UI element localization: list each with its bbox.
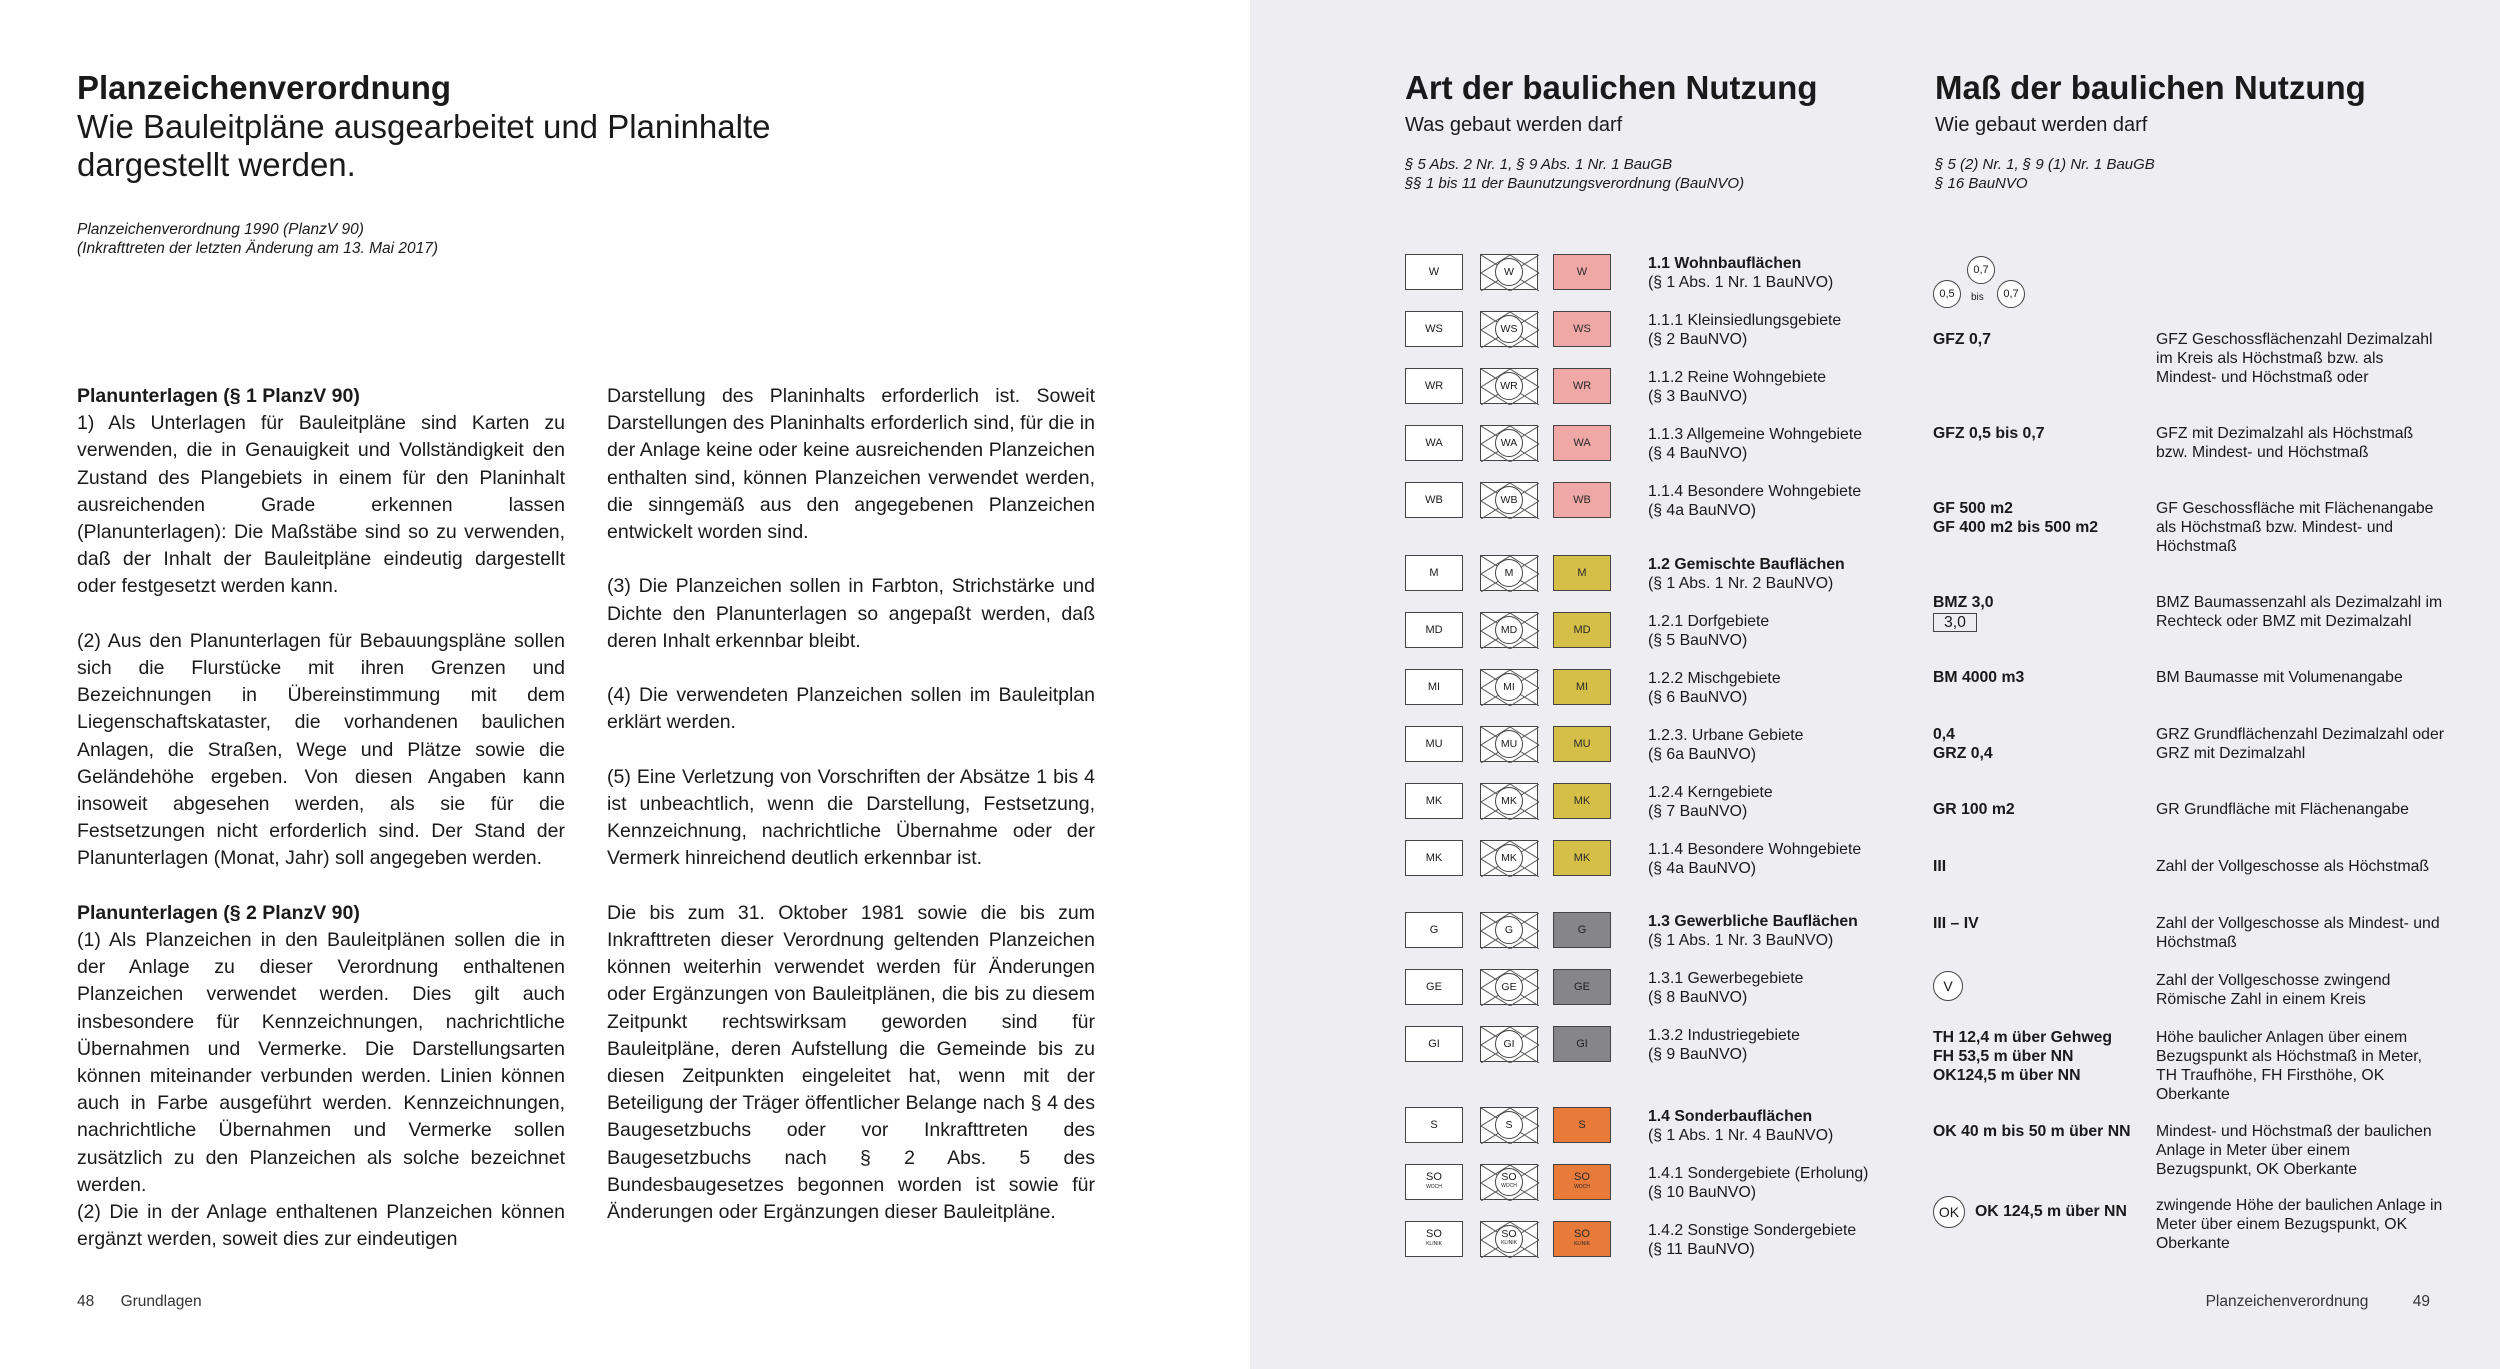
symbol-hatched <box>1480 1221 1538 1257</box>
symbol-hatched <box>1480 783 1538 819</box>
symbol-hatched <box>1480 555 1538 591</box>
art-references <box>1405 155 1744 193</box>
symbol-code: WS <box>1573 323 1591 335</box>
art-row-law: (§ 3 BauNVO) <box>1648 388 1748 405</box>
page-subtitle: Wie Bauleitpläne ausgearbeitet und Planinhalte dargestellt werden. <box>77 108 771 183</box>
bmz-box: 3,0 <box>1933 613 1977 632</box>
art-row-name: 1.4.1 Sondergebiete (Erholung) <box>1648 1165 1869 1182</box>
gfz-min-circle: 0,5 <box>1933 280 1961 308</box>
symbol-code: WA <box>1573 437 1591 449</box>
art-ref-1: § 5 Abs. 2 Nr. 1, § 9 Abs. 1 Nr. 1 BauGB <box>1405 156 1673 173</box>
footer-label: Planzeichenverordnung <box>2205 1293 2369 1310</box>
art-row-text <box>1648 482 1861 520</box>
art-row <box>1405 1221 1925 1261</box>
symbol-color <box>1553 555 1611 591</box>
symbol-color <box>1553 912 1611 948</box>
art-row <box>1405 482 1925 522</box>
art-row-text <box>1648 669 1781 707</box>
symbol-code: W <box>1504 265 1514 278</box>
symbol-color <box>1553 482 1611 518</box>
symbol-outline <box>1405 726 1463 762</box>
mass-description: BMZ Baumassenzahl als Dezimalzahl im Rechteck oder BMZ mit Dezimalzahl <box>2156 594 2443 630</box>
symbol-code: MK <box>1573 852 1591 864</box>
symbol-color <box>1553 368 1611 404</box>
symbol-outline <box>1405 912 1463 948</box>
symbol-circle <box>1495 429 1523 457</box>
art-row-text <box>1648 783 1773 821</box>
mass-description: Zahl der Vollgeschosse zwingend Römische Zahl in einem Kreis <box>2156 972 2391 1008</box>
symbol-circle <box>1495 372 1523 400</box>
art-ref-2: §§ 1 bis 11 der Baunutzungsverordnung (BauNVO) <box>1405 175 1745 192</box>
symbol-outline <box>1405 1221 1463 1257</box>
art-row <box>1405 612 1925 652</box>
symbol-code: MU <box>1425 738 1443 750</box>
vollgeschoss-circle: V <box>1933 971 1963 1001</box>
mass-description: GF Geschossfläche mit Flächenangabe als Höchstmaß bzw. Mindest- und Höchstmaß <box>2156 500 2434 555</box>
art-row-law: (§ 7 BauNVO) <box>1648 803 1748 820</box>
paragraph: Darstellung des Planinhalts erforderlich ist. Soweit Darstellungen des Planinhalts erforderlich sind, für die in der Anlage keine oder keine ausreichenden Planzeichen enthalten sind, können Planzeichen verwendet werden, die sinngemäß aus den angegebenen Planzeichen entwickelt worden sind. <box>607 385 1095 544</box>
symbol-code: WB <box>1500 493 1518 506</box>
paragraph: (1) Als Planzeichen in den Bauleitplänen sollen die in der Anlage zu dieser Verordnung enthaltenen Planzeichen verwendet werden. Dies gilt auch insbesondere für Kennzeichnungen, nachrichtliche Übernahmen und Vermerke. Die Darstellungsarten können miteinander verbunden werden. Linien können auch in Farbe ausgeführt werden. Kennzeichnungen, nachrichtliche Übernahmen und Vermerke sollen zusätzlich zu den Planzeichen als solche bezeichnet werden. <box>77 929 565 1196</box>
art-row <box>1405 840 1925 880</box>
symbol-hatched <box>1480 912 1538 948</box>
symbol-code: MK <box>1425 852 1443 864</box>
symbol-outline <box>1405 425 1463 461</box>
mass-references <box>1935 155 2155 193</box>
footer-right <box>2206 1293 2430 1311</box>
gfz-max-circle: 0,7 <box>1997 280 2025 308</box>
symbol-outline <box>1405 1164 1463 1200</box>
symbol-code: SO <box>1574 1228 1590 1240</box>
art-row <box>1405 1107 1925 1147</box>
art-row-text <box>1648 555 1845 593</box>
symbol-subcode: KLINIK <box>1501 1240 1517 1246</box>
art-row-name: 1.3.2 Industriegebiete <box>1648 1027 1800 1044</box>
mass-label: OK 124,5 m über NN <box>1975 1203 2127 1221</box>
art-row <box>1405 783 1925 823</box>
symbol-code: GI <box>1576 1038 1588 1050</box>
art-row-law: (§ 1 Abs. 1 Nr. 3 BauNVO) <box>1648 932 1834 949</box>
mass-label-cell <box>1933 330 1991 349</box>
footer-left <box>77 1293 202 1311</box>
art-row-law: (§ 11 BauNVO) <box>1648 1241 1755 1258</box>
symbol-code: W <box>1576 266 1588 278</box>
page-title: Planzeichenverordnung <box>77 69 452 106</box>
mass-label-3: OK124,5 m über NN <box>1933 1067 2081 1084</box>
page-number: 49 <box>2412 1293 2430 1310</box>
mass-label-cell <box>1933 1196 2127 1228</box>
symbol-outline <box>1405 612 1463 648</box>
mass-label: BMZ 3,0 <box>1933 594 1994 611</box>
section-heading-2: Planunterlagen (§ 2 PlanzV 90) <box>77 901 360 924</box>
symbol-code: GE <box>1574 981 1590 993</box>
symbol-circle <box>1495 730 1523 758</box>
symbol-code: MU <box>1573 738 1591 750</box>
symbol-circle <box>1495 1111 1523 1139</box>
symbol-code: MK <box>1425 795 1443 807</box>
symbol-code: MK <box>1501 794 1517 807</box>
symbol-circle <box>1495 673 1523 701</box>
art-row-law: (§ 4a BauNVO) <box>1648 502 1756 519</box>
symbol-circle <box>1495 916 1523 944</box>
paragraph: (5) Eine Verletzung von Vorschriften der Absätze 1 bis 4 ist unbeachtlich, wenn die Darstellung, Festsetzung, Kennzeichnung, nachrichtliche Übernahme oder der Vermerk hinreichend deutlich erkennbar ist. <box>607 765 1095 870</box>
symbol-hatched <box>1480 482 1538 518</box>
symbol-code: WA <box>1500 436 1518 449</box>
art-row <box>1405 1164 1925 1204</box>
art-row-name: 1.3 Gewerbliche Bauflächen <box>1648 913 1858 930</box>
symbol-circle <box>1495 258 1523 286</box>
paragraph: (2) Die in der Anlage enthaltenen Planzeichen können ergänzt werden, soweit dies zur eindeutigen <box>77 1201 565 1251</box>
art-row-law: (§ 4 BauNVO) <box>1648 445 1748 462</box>
art-row-name: 1.3.1 Gewerbegebiete <box>1648 970 1804 987</box>
art-row-name: 1.2 Gemischte Bauflächen <box>1648 556 1845 573</box>
symbol-code: WB <box>1573 494 1591 506</box>
symbol-outline <box>1405 969 1463 1005</box>
symbol-color <box>1553 783 1611 819</box>
symbol-code: G <box>1429 924 1439 936</box>
symbol-circle <box>1495 1168 1523 1196</box>
page-number: 48 <box>77 1293 95 1310</box>
footer-label: Grundlagen <box>120 1293 202 1310</box>
symbol-subcode: WOCH <box>1574 1184 1590 1190</box>
symbol-code: GE <box>1501 980 1517 993</box>
art-row <box>1405 969 1925 1009</box>
symbol-color <box>1553 840 1611 876</box>
art-row <box>1405 368 1925 408</box>
art-row-law: (§ 1 Abs. 1 Nr. 2 BauNVO) <box>1648 575 1834 592</box>
mass-label-cell <box>1933 424 2045 443</box>
symbol-code: MD <box>1500 623 1518 636</box>
art-row-name: 1.2.3. Urbane Gebiete <box>1648 727 1804 744</box>
art-row-name: 1.1.3 Allgemeine Wohngebiete <box>1648 426 1862 443</box>
symbol-hatched <box>1480 969 1538 1005</box>
symbol-code: GI <box>1503 1037 1515 1050</box>
mass-title: Maß der baulichen Nutzung <box>1935 69 2366 106</box>
text-column-1 <box>77 383 565 1253</box>
symbol-color <box>1553 726 1611 762</box>
art-row-text <box>1648 1107 1833 1145</box>
art-title: Art der baulichen Nutzung <box>1405 69 1818 106</box>
symbol-code: WR <box>1572 380 1592 392</box>
mass-description: Zahl der Vollgeschosse als Höchstmaß <box>2156 858 2430 875</box>
art-row-text <box>1648 912 1858 950</box>
symbol-circle <box>1495 486 1523 514</box>
symbol-subcode: KLINIK <box>1426 1241 1442 1247</box>
symbol-color <box>1553 425 1611 461</box>
meta-info <box>77 220 438 258</box>
mass-label-cell <box>1933 857 1946 876</box>
symbol-subcode: WOCH <box>1426 1184 1442 1190</box>
symbol-hatched <box>1480 425 1538 461</box>
mass-label-cell <box>1933 725 1993 763</box>
symbol-code: MK <box>1501 851 1517 864</box>
symbol-circle <box>1495 315 1523 343</box>
symbol-code: WR <box>1424 380 1444 392</box>
symbol-code: WA <box>1425 437 1443 449</box>
symbol-circle <box>1495 1225 1523 1253</box>
symbol-color <box>1553 1221 1611 1257</box>
mass-description: Höhe baulicher Anlagen über einem Bezugspunkt als Höchstmaß in Meter, TH Traufhöhe, FH Firsthöhe, OK Oberkante <box>2156 1029 2423 1103</box>
mass-description: zwingende Höhe der baulichen Anlage in Meter über einem Bezugspunkt, OK Oberkante <box>2156 1197 2443 1252</box>
text-column-2 <box>607 383 1095 1253</box>
symbol-outline <box>1405 1107 1463 1143</box>
symbol-outline <box>1405 783 1463 819</box>
mass-label-2: GF 400 m2 bis 500 m2 <box>1933 519 2099 536</box>
mass-description: GFZ Geschossflächenzahl Dezimalzahl im Kreis als Höchstmaß bzw. als Mindest- und Höchstmaß oder <box>2156 331 2433 386</box>
symbol-hatched <box>1480 1026 1538 1062</box>
symbol-circle <box>1495 844 1523 872</box>
mass-description: GR Grundfläche mit Flächenangabe <box>2156 801 2409 818</box>
mass-label-cell <box>1933 668 2024 687</box>
symbol-code: M <box>1429 567 1439 579</box>
symbol-color <box>1553 1164 1611 1200</box>
art-row-text <box>1648 1221 1856 1259</box>
mass-label-cell <box>1933 800 2015 819</box>
art-row-text <box>1648 726 1803 764</box>
symbol-subcode: KLINIK <box>1574 1241 1590 1247</box>
art-row-text <box>1648 1164 1868 1202</box>
mass-description: BM Baumasse mit Volumenangabe <box>2156 669 2403 686</box>
symbol-hatched <box>1480 311 1538 347</box>
symbol-code: G <box>1577 924 1587 936</box>
bis-label: bis <box>1971 292 1984 303</box>
symbol-subcode: WOCH <box>1501 1183 1517 1189</box>
symbol-hatched <box>1480 840 1538 876</box>
art-row-law: (§ 5 BauNVO) <box>1648 632 1748 649</box>
symbol-code: SO <box>1501 1228 1517 1240</box>
symbol-code: SO <box>1426 1171 1442 1183</box>
art-row-text <box>1648 969 1803 1007</box>
mass-ref-1: § 5 (2) Nr. 1, § 9 (1) Nr. 1 BauGB <box>1935 156 2155 173</box>
symbol-hatched <box>1480 254 1538 290</box>
mass-label-2: GRZ 0,4 <box>1933 745 1993 762</box>
symbol-code: W <box>1428 266 1440 278</box>
mass-label-cell <box>1933 971 1973 1001</box>
art-row-text <box>1648 840 1861 878</box>
symbol-code: WS <box>1425 323 1443 335</box>
art-row-law: (§ 6a BauNVO) <box>1648 746 1756 763</box>
art-row-name: 1.2.4 Kerngebiete <box>1648 784 1773 801</box>
mass-label: GF 500 m2 <box>1933 500 2013 517</box>
symbol-hatched <box>1480 669 1538 705</box>
art-row-law: (§ 10 BauNVO) <box>1648 1184 1756 1201</box>
mass-subtitle: Wie gebaut werden darf <box>1935 114 2148 136</box>
symbol-color <box>1553 1026 1611 1062</box>
art-row-law: (§ 4a BauNVO) <box>1648 860 1756 877</box>
art-row-name: 1.4.2 Sonstige Sondergebiete <box>1648 1222 1857 1239</box>
symbol-code: S <box>1505 1118 1513 1131</box>
art-row-text <box>1648 254 1833 292</box>
mass-label-cell <box>1933 914 1979 933</box>
symbol-outline <box>1405 669 1463 705</box>
art-row-name: 1.1 Wohnbauflächen <box>1648 255 1802 272</box>
mass-label: OK 40 m bis 50 m über NN <box>1933 1123 2131 1140</box>
symbol-color <box>1553 1107 1611 1143</box>
symbol-code: WB <box>1425 494 1443 506</box>
symbol-color <box>1553 254 1611 290</box>
art-subtitle: Was gebaut werden darf <box>1405 114 1623 136</box>
mass-description: GFZ mit Dezimalzahl als Höchstmaß bzw. Mindest- und Höchstmaß <box>2156 425 2414 461</box>
symbol-hatched <box>1480 368 1538 404</box>
symbol-code: M <box>1504 566 1514 579</box>
mass-label-2: FH 53,5 m über NN <box>1933 1048 2074 1065</box>
art-row <box>1405 311 1925 351</box>
symbol-code: GI <box>1428 1038 1440 1050</box>
symbol-code: MU <box>1500 737 1518 750</box>
vollgeschoss-circle: OK <box>1933 1196 1965 1228</box>
symbol-code: G <box>1504 923 1514 936</box>
symbol-outline <box>1405 1026 1463 1062</box>
symbol-code: M <box>1577 567 1587 579</box>
mass-label-cell <box>1933 1122 2131 1141</box>
mass-ref-2: § 16 BauNVO <box>1935 175 2028 192</box>
mass-label: GFZ 0,7 <box>1933 331 1991 348</box>
symbol-color <box>1553 311 1611 347</box>
art-row-name: 1.1.4 Besondere Wohngebiete <box>1648 483 1862 500</box>
symbol-code: MD <box>1573 624 1591 636</box>
art-row <box>1405 555 1925 595</box>
art-row <box>1405 726 1925 766</box>
art-row-name: 1.2.2 Mischgebiete <box>1648 670 1781 687</box>
gfz-circle: 0,7 <box>1967 256 1995 284</box>
symbol-code: GE <box>1426 981 1442 993</box>
mass-label: III – IV <box>1933 915 1979 932</box>
mass-label: III <box>1933 858 1947 875</box>
art-row-text <box>1648 311 1841 349</box>
art-row <box>1405 669 1925 709</box>
symbol-color <box>1553 669 1611 705</box>
mass-label-cell <box>1933 499 2098 537</box>
art-row-name: 1.4 Sonderbauflächen <box>1648 1108 1813 1125</box>
symbol-circle <box>1495 973 1523 1001</box>
symbol-code: S <box>1578 1119 1586 1131</box>
symbol-color <box>1553 612 1611 648</box>
symbol-outline <box>1405 368 1463 404</box>
mass-description: Mindest- und Höchstmaß der baulichen Anlage in Meter über einem Bezugspunkt, OK Oberkante <box>2156 1123 2432 1178</box>
art-row-name: 1.1.1 Kleinsiedlungsgebiete <box>1648 312 1842 329</box>
art-row-law: (§ 8 BauNVO) <box>1648 989 1748 1006</box>
mass-description: Zahl der Vollgeschosse als Mindest- und Höchstmaß <box>2156 915 2440 951</box>
paragraph: (4) Die verwendeten Planzeichen sollen im Bauleitplan erklärt werden. <box>607 684 1095 734</box>
art-row <box>1405 1026 1925 1066</box>
mass-label: GR 100 m2 <box>1933 801 2015 818</box>
symbol-code: MI <box>1427 681 1441 693</box>
symbol-hatched <box>1480 726 1538 762</box>
mass-label: TH 12,4 m über Gehweg <box>1933 1029 2113 1046</box>
symbol-outline <box>1405 555 1463 591</box>
paragraph: 1) Als Unterlagen für Bauleitpläne sind Karten zu verwenden, die in Genauigkeit und Vollständigkeit den Zustand des Plangebiets in einem für den Planinhalt ausreichenden Grade erkennen lassen (Planunterlagen): Die Maßstäbe sind so zu verwenden, daß der Inhalt der Bauleitpläne eindeutig dargestellt oder festgesetzt werden kann. <box>77 412 565 598</box>
mass-label-cell <box>1933 1028 2112 1085</box>
mass-description: GRZ Grundflächenzahl Dezimalzahl oder GRZ mit Dezimalzahl <box>2156 726 2444 762</box>
symbol-code: MK <box>1573 795 1591 807</box>
art-row-name: 1.1.2 Reine Wohngebiete <box>1648 369 1826 386</box>
paragraph: (3) Die Planzeichen sollen in Farbton, Strichstärke und Dichte den Planunterlagen so angepaßt werden, daß deren Inhalt erkennbar bleibt. <box>607 575 1095 652</box>
art-row-law: (§ 1 Abs. 1 Nr. 4 BauNVO) <box>1648 1127 1834 1144</box>
mass-label: GFZ 0,5 bis 0,7 <box>1933 425 2045 442</box>
symbol-code: MI <box>1575 681 1589 693</box>
symbol-code: MD <box>1425 624 1443 636</box>
symbol-outline <box>1405 840 1463 876</box>
art-row-text <box>1648 612 1769 650</box>
paragraph: (2) Aus den Planunterlagen für Bebauungspläne sollen sich die Flurstücke mit ihren Grenzen und Bezeichnungen in Übereinstimmung mit dem Liegenschaftskataster, die vorhandenen baulichen Anlagen, die Straßen, Wege und Plätze sowie die Geländehöhe ergeben. Von diesen Angaben kann insoweit abgesehen werden, als sie für die Festsetzungen nicht erforderlich sind. Der Stand der Planunterlagen (Monat, Jahr) soll angegeben werden. <box>77 629 565 870</box>
art-row-law: (§ 2 BauNVO) <box>1648 331 1748 348</box>
symbol-code: WR <box>1500 379 1518 392</box>
symbol-hatched <box>1480 612 1538 648</box>
symbol-circle <box>1495 616 1523 644</box>
art-row-law: (§ 9 BauNVO) <box>1648 1046 1748 1063</box>
symbol-code: MI <box>1503 680 1515 693</box>
symbol-code: SO <box>1574 1171 1590 1183</box>
art-row-text <box>1648 368 1826 406</box>
symbol-code: SO <box>1501 1171 1517 1183</box>
paragraph: Die bis zum 31. Oktober 1981 sowie die bis zum Inkrafttreten dieser Verordnung geltenden Planzeichen können weiterhin verwendet werden für Änderungen oder Ergänzungen von Bauleitplänen, die bis zu diesem Zeitpunkt rechtswirksam geworden sind für Bauleitpläne, deren Aufstellung die Gemeinde bis zu diesen Zeitpunkten eingeleitet hat, wenn mit der Beteiligung der Träger öffentlicher Belange nach § 4 des Baugesetzbuchs oder vor Inkrafttreten des Baugesetzbuchs nach § 2 Abs. 5 des Bundesbaugesetzes begonnen worden ist sowie für Änderungen oder Ergänzungen dieser Bauleitpläne. <box>607 901 1095 1224</box>
symbol-outline <box>1405 482 1463 518</box>
art-row-text <box>1648 425 1862 463</box>
symbol-outline <box>1405 254 1463 290</box>
symbol-code: S <box>1430 1119 1438 1131</box>
symbol-outline <box>1405 311 1463 347</box>
meta-line-1: Planzeichenverordnung 1990 (PlanzV 90) <box>77 221 364 238</box>
symbol-circle <box>1495 1030 1523 1058</box>
symbol-circle <box>1495 559 1523 587</box>
art-row <box>1405 425 1925 465</box>
mass-label: BM 4000 m3 <box>1933 669 2025 686</box>
art-row-name: 1.1.4 Besondere Wohngebiete <box>1648 841 1862 858</box>
art-row-name: 1.2.1 Dorfgebiete <box>1648 613 1770 630</box>
mass-label: 0,4 <box>1933 726 1955 743</box>
symbol-color <box>1553 969 1611 1005</box>
art-row-law: (§ 1 Abs. 1 Nr. 1 BauNVO) <box>1648 274 1834 291</box>
symbol-code: SO <box>1426 1228 1442 1240</box>
meta-line-2: (Inkrafttreten der letzten Änderung am 13. Mai 2017) <box>77 240 439 257</box>
symbol-code: WS <box>1500 322 1518 335</box>
section-heading-1: Planunterlagen (§ 1 PlanzV 90) <box>77 385 360 407</box>
art-row <box>1405 912 1925 952</box>
art-row-text <box>1648 1026 1800 1064</box>
art-row-law: (§ 6 BauNVO) <box>1648 689 1748 706</box>
symbol-hatched <box>1480 1164 1538 1200</box>
symbol-circle <box>1495 787 1523 815</box>
gfz-circle-diagram <box>1933 256 2043 312</box>
symbol-hatched <box>1480 1107 1538 1143</box>
mass-label-cell <box>1933 593 1994 632</box>
art-row <box>1405 254 1925 294</box>
